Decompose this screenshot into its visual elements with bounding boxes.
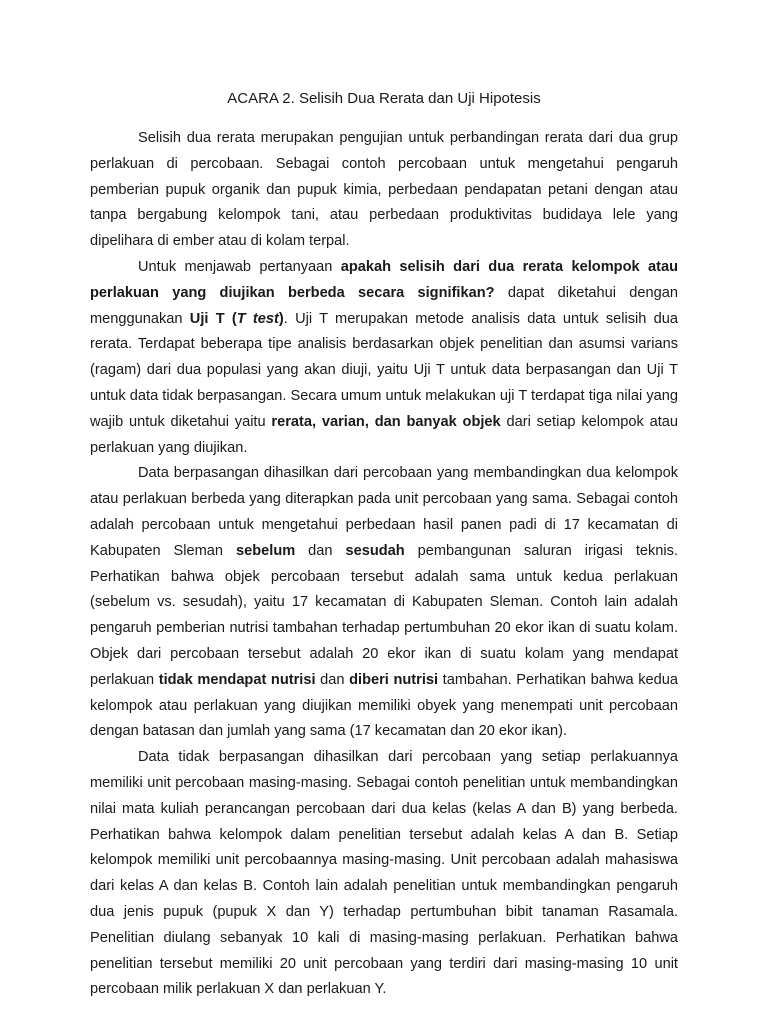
- text-run: pembangunan saluran irigasi teknis. Perhatikan bahwa objek percobaan tersebut adalah sama untuk kedua perlakuan (sebelum vs. sesudah), yaitu 17 kecamatan di Kabupaten Sleman. Contoh lain adalah pengaruh pemberian nutrisi tambahan terhadap pertumbuhan 20 ekor ikan di suatu kolam. Objek dari percobaan tersebut adalah 20 ekor ikan di suatu kolam yang mendapat perlakuan: [90, 542, 678, 688]
- text-run: Data berpasangan dihasilkan dari percobaan yang membandingkan dua kelompok atau perlakuan berbeda yang diterapkan pada unit percobaan yang sama. Sebagai contoh adalah percobaan untuk mengetahui perbedaan hasil panen padi di 17 kecamatan di Kabupaten Sleman: [90, 465, 678, 559]
- text-run: . Uji T merupakan metode analisis data untuk selisih dua rerata. Terdapat beberapa tipe analisis berdasarkan objek penelitian dan asumsi varians (ragam) dari dua populasi yang akan diuji, yaitu Uji T untuk data berpasangan dan Uji T untuk data tidak berpasangan. Secara umum untuk melakukan uji T terdapat tiga nilai yang wajib untuk diketahui yaitu: [90, 310, 679, 430]
- bold-run: Uji T (: [189, 310, 237, 327]
- paragraph-intro: Selisih dua rerata merupakan pengujian untuk perbandingan rerata dari dua grup perlakuan di percobaan. Sebagai contoh percobaan untuk mengetahui pengaruh pemberian pupuk organik dan pupuk kimia, perbedaan pendapatan petani dengan atau tanpa bergabung kelompok tani, atau perbedaan produktivitas budidaya lele yang dipelihara di ember atau di kolam terpal.: [90, 130, 678, 250]
- text-run: Untuk menjawab pertanyaan: [138, 258, 341, 275]
- document-title: ACARA 2. Selisih Dua Rerata dan Uji Hipotesis: [227, 90, 541, 107]
- bold-run: ): [278, 310, 284, 327]
- text-run: dapat diketahui dengan menggunakan: [90, 284, 678, 327]
- text-run: dari setiap kelompok atau perlakuan yang diujikan.: [90, 413, 679, 456]
- paragraph-data-berpasangan: [90, 461, 678, 745]
- text-run: dan: [315, 671, 350, 688]
- bold-run: sebelum: [236, 542, 296, 559]
- bold-run: apakah selisih dari dua rerata kelompok atau perlakuan yang diujikan berbeda secara signifikan?: [90, 258, 678, 301]
- document-page: [90, 86, 678, 1003]
- bold-run: diberi nutrisi: [349, 671, 439, 688]
- text-run: dan: [295, 542, 346, 559]
- bold-italic-run: T test: [236, 310, 279, 327]
- paragraph-uji-t: [90, 255, 678, 461]
- text-run: tambahan. Perhatikan bahwa kedua kelompok atau perlakuan yang diujikan memiliki obyek yang menempati unit percobaan dengan batasan dan jumlah yang sama (17 kecamatan dan 20 ekor ikan).: [90, 671, 679, 740]
- bold-run: tidak mendapat nutrisi: [158, 671, 316, 688]
- paragraph-data-tidak-berpasangan: Data tidak berpasangan dihasilkan dari percobaan yang setiap perlakuannya memiliki unit percobaan masing-masing. Sebagai contoh penelitian untuk membandingkan nilai mata kuliah perancangan percobaan dari dua kelas (kelas A dan B) yang berbeda. Perhatikan bahwa kelompok dalam penelitian tersebut adalah kelas A dan B. Setiap kelompok memiliki unit percobaannya masing-masing. Unit percobaan adalah mahasiswa dari kelas A dan kelas B. Contoh lain adalah penelitian untuk membandingkan pengaruh dua jenis pupuk (pupuk X dan Y) terhadap pertumbuhan bibit tanaman Rasamala. Penelitian diulang sebanyak 10 kali di masing-masing perlakuan. Perhatikan bahwa penelitian tersebut memiliki 20 unit percobaan yang terdiri dari masing-masing 10 unit percobaan milik perlakuan X dan perlakuan Y.: [90, 749, 678, 998]
- bold-run: sesudah: [345, 542, 405, 559]
- bold-run: rerata, varian, dan banyak objek: [271, 413, 501, 430]
